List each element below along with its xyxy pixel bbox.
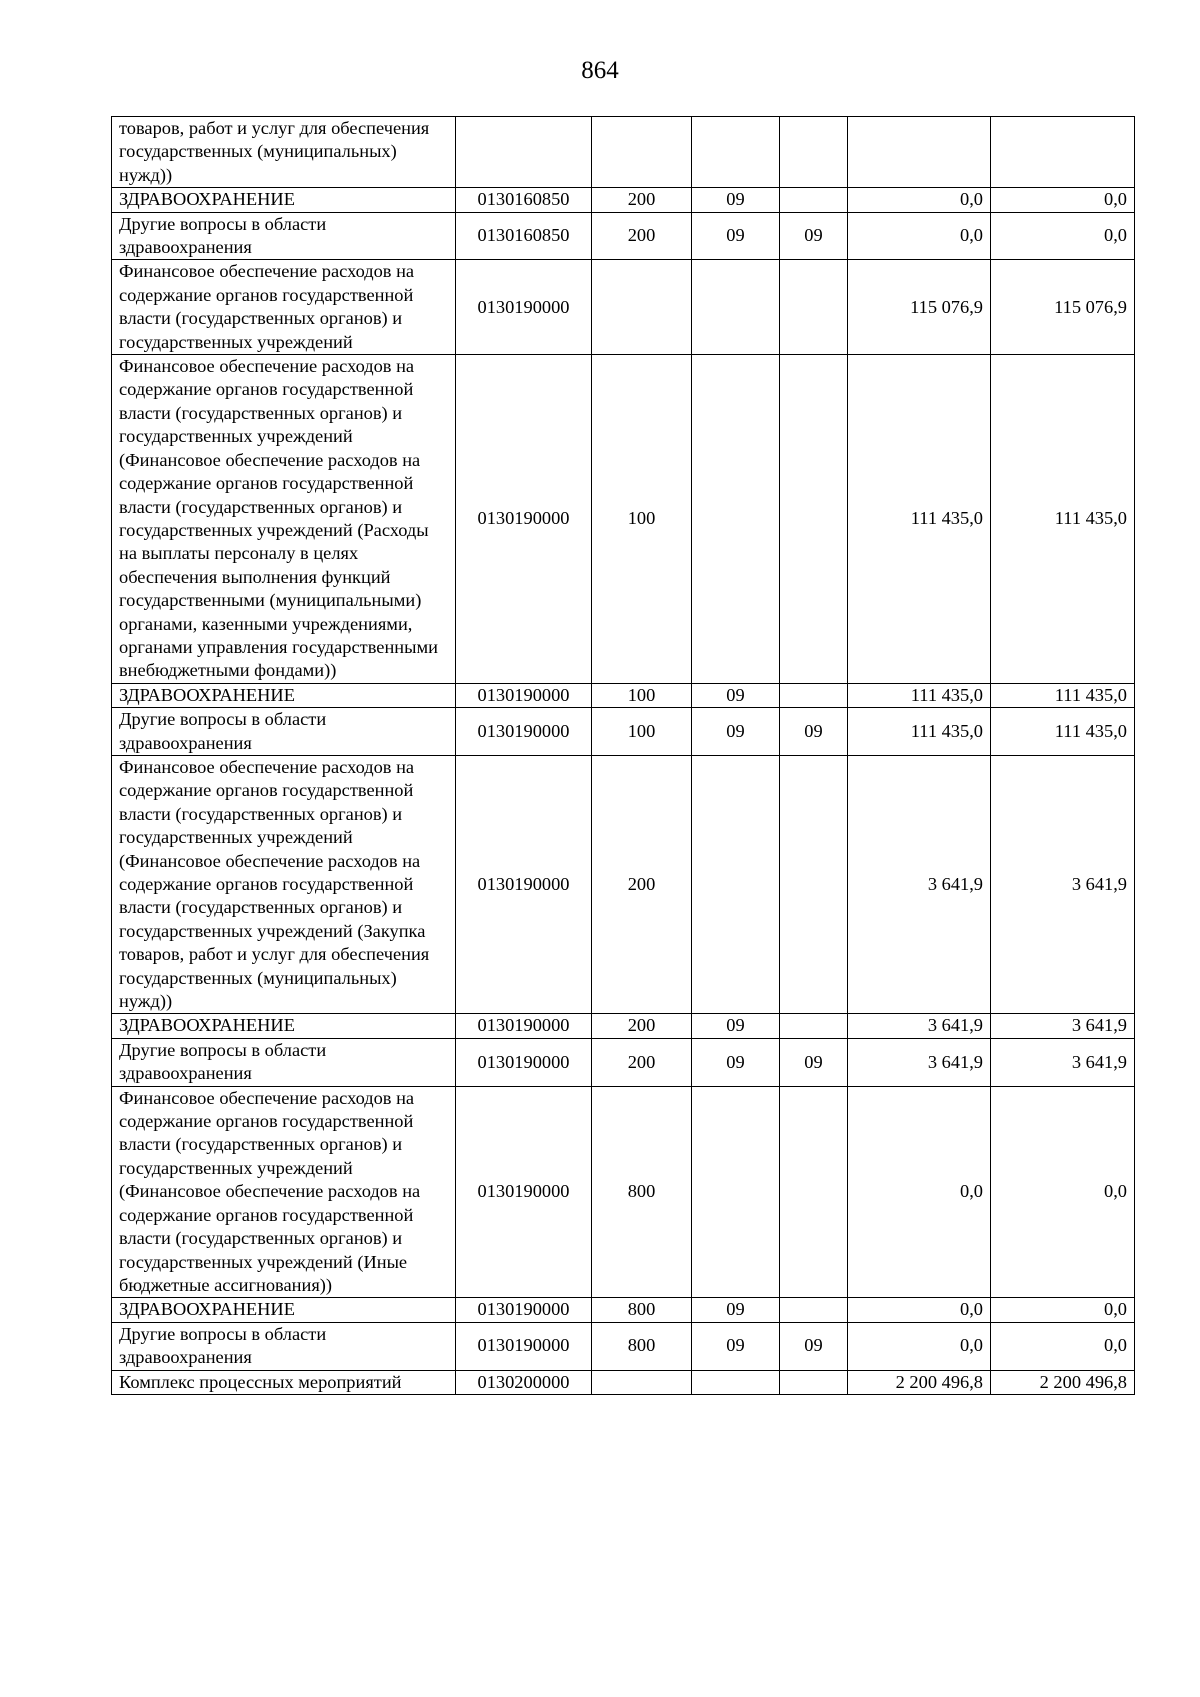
target-code-cell: 0130160850 bbox=[456, 212, 592, 260]
budget-table bbox=[111, 116, 1135, 1395]
subsection-code-cell: 09 bbox=[780, 212, 848, 260]
amount-year-2-cell: 111 435,0 bbox=[991, 683, 1135, 707]
subsection-code-cell bbox=[780, 1370, 848, 1394]
table-row bbox=[112, 683, 1135, 707]
expense-type-cell: 100 bbox=[592, 708, 692, 756]
item-name-cell: Другие вопросы в области здравоохранения bbox=[112, 1322, 456, 1370]
amount-year-1-cell: 0,0 bbox=[848, 188, 991, 212]
subsection-code-cell bbox=[780, 1014, 848, 1038]
item-name-cell: ЗДРАВООХРАНЕНИЕ bbox=[112, 1298, 456, 1322]
target-code-cell: 0130190000 bbox=[456, 1038, 592, 1086]
target-code-cell: 0130190000 bbox=[456, 1322, 592, 1370]
section-code-cell: 09 bbox=[692, 683, 780, 707]
subsection-code-cell bbox=[780, 755, 848, 1013]
amount-year-1-cell: 111 435,0 bbox=[848, 355, 991, 684]
expense-type-cell: 200 bbox=[592, 1038, 692, 1086]
table-row bbox=[112, 1298, 1135, 1322]
expense-type-cell bbox=[592, 1370, 692, 1394]
subsection-code-cell: 09 bbox=[780, 1322, 848, 1370]
table-row bbox=[112, 1322, 1135, 1370]
table-row bbox=[112, 755, 1135, 1013]
amount-year-2-cell: 111 435,0 bbox=[991, 708, 1135, 756]
amount-year-2-cell: 3 641,9 bbox=[991, 755, 1135, 1013]
table-row bbox=[112, 355, 1135, 684]
section-code-cell: 09 bbox=[692, 188, 780, 212]
expense-type-cell: 200 bbox=[592, 1014, 692, 1038]
amount-year-1-cell: 3 641,9 bbox=[848, 1014, 991, 1038]
amount-year-1-cell: 2 200 496,8 bbox=[848, 1370, 991, 1394]
section-code-cell: 09 bbox=[692, 708, 780, 756]
subsection-code-cell bbox=[780, 355, 848, 684]
table-row bbox=[112, 117, 1135, 188]
subsection-code-cell: 09 bbox=[780, 708, 848, 756]
amount-year-2-cell: 0,0 bbox=[991, 1298, 1135, 1322]
subsection-code-cell bbox=[780, 1086, 848, 1298]
item-name-cell: ЗДРАВООХРАНЕНИЕ bbox=[112, 188, 456, 212]
item-name-cell: Финансовое обеспечение расходов на содержание органов государственной власти (государственных органов) и государственных учреждений bbox=[112, 260, 456, 355]
item-name-cell: Финансовое обеспечение расходов на содержание органов государственной власти (государственных органов) и государственных учреждений (Финансовое обеспечение расходов на содержание органов государственной власти (государственных органов) и государственных учреждений (Закупка товаров, работ и услуг для обеспечения государственных (муниципальных) нужд)) bbox=[112, 755, 456, 1013]
section-code-cell: 09 bbox=[692, 212, 780, 260]
amount-year-1-cell: 111 435,0 bbox=[848, 708, 991, 756]
item-name-cell: ЗДРАВООХРАНЕНИЕ bbox=[112, 683, 456, 707]
section-code-cell bbox=[692, 117, 780, 188]
table-row bbox=[112, 260, 1135, 355]
subsection-code-cell bbox=[780, 1298, 848, 1322]
expense-type-cell: 200 bbox=[592, 212, 692, 260]
expense-type-cell: 200 bbox=[592, 188, 692, 212]
section-code-cell bbox=[692, 755, 780, 1013]
expense-type-cell: 800 bbox=[592, 1298, 692, 1322]
expense-type-cell bbox=[592, 117, 692, 188]
item-name-cell: Финансовое обеспечение расходов на содержание органов государственной власти (государственных органов) и государственных учреждений (Финансовое обеспечение расходов на содержание органов государственной власти (государственных органов) и государственных учреждений (Иные бюджетные ассигнования)) bbox=[112, 1086, 456, 1298]
amount-year-2-cell: 3 641,9 bbox=[991, 1038, 1135, 1086]
target-code-cell: 0130190000 bbox=[456, 355, 592, 684]
subsection-code-cell bbox=[780, 188, 848, 212]
item-name-cell: Финансовое обеспечение расходов на содержание органов государственной власти (государственных органов) и государственных учреждений (Финансовое обеспечение расходов на содержание органов государственной власти (государственных органов) и государственных учреждений (Расходы на выплаты персоналу в целях обеспечения выполнения функций государственными (муниципальными) органами, казенными учреждениями, органами управления государственными внебюджетными фондами)) bbox=[112, 355, 456, 684]
subsection-code-cell bbox=[780, 683, 848, 707]
amount-year-1-cell: 3 641,9 bbox=[848, 1038, 991, 1086]
target-code-cell: 0130190000 bbox=[456, 260, 592, 355]
amount-year-1-cell bbox=[848, 117, 991, 188]
target-code-cell: 0130190000 bbox=[456, 1298, 592, 1322]
item-name-cell: ЗДРАВООХРАНЕНИЕ bbox=[112, 1014, 456, 1038]
amount-year-2-cell: 0,0 bbox=[991, 1322, 1135, 1370]
item-name-cell: Другие вопросы в области здравоохранения bbox=[112, 708, 456, 756]
item-name-cell: Другие вопросы в области здравоохранения bbox=[112, 212, 456, 260]
table-row bbox=[112, 188, 1135, 212]
target-code-cell: 0130200000 bbox=[456, 1370, 592, 1394]
amount-year-2-cell: 0,0 bbox=[991, 1086, 1135, 1298]
subsection-code-cell bbox=[780, 117, 848, 188]
expense-type-cell: 200 bbox=[592, 755, 692, 1013]
item-name-cell: товаров, работ и услуг для обеспечения государственных (муниципальных) нужд)) bbox=[112, 117, 456, 188]
target-code-cell: 0130190000 bbox=[456, 683, 592, 707]
target-code-cell: 0130190000 bbox=[456, 755, 592, 1013]
item-name-cell: Другие вопросы в области здравоохранения bbox=[112, 1038, 456, 1086]
amount-year-1-cell: 0,0 bbox=[848, 1322, 991, 1370]
subsection-code-cell bbox=[780, 260, 848, 355]
section-code-cell: 09 bbox=[692, 1322, 780, 1370]
amount-year-2-cell: 115 076,9 bbox=[991, 260, 1135, 355]
target-code-cell: 0130160850 bbox=[456, 188, 592, 212]
amount-year-2-cell: 111 435,0 bbox=[991, 355, 1135, 684]
section-code-cell: 09 bbox=[692, 1298, 780, 1322]
amount-year-2-cell: 0,0 bbox=[991, 188, 1135, 212]
page-number: 864 bbox=[581, 57, 619, 84]
section-code-cell: 09 bbox=[692, 1014, 780, 1038]
table-row bbox=[112, 212, 1135, 260]
expense-type-cell: 100 bbox=[592, 683, 692, 707]
section-code-cell: 09 bbox=[692, 1038, 780, 1086]
amount-year-1-cell: 0,0 bbox=[848, 1086, 991, 1298]
table-row bbox=[112, 708, 1135, 756]
subsection-code-cell: 09 bbox=[780, 1038, 848, 1086]
item-name-cell: Комплекс процессных мероприятий bbox=[112, 1370, 456, 1394]
amount-year-2-cell: 2 200 496,8 bbox=[991, 1370, 1135, 1394]
expense-type-cell: 800 bbox=[592, 1322, 692, 1370]
table-body bbox=[112, 117, 1135, 1395]
amount-year-1-cell: 0,0 bbox=[848, 212, 991, 260]
amount-year-1-cell: 3 641,9 bbox=[848, 755, 991, 1013]
section-code-cell bbox=[692, 260, 780, 355]
expense-type-cell: 100 bbox=[592, 355, 692, 684]
amount-year-2-cell bbox=[991, 117, 1135, 188]
section-code-cell bbox=[692, 355, 780, 684]
table-row bbox=[112, 1014, 1135, 1038]
target-code-cell: 0130190000 bbox=[456, 1086, 592, 1298]
amount-year-1-cell: 115 076,9 bbox=[848, 260, 991, 355]
table-row bbox=[112, 1086, 1135, 1298]
amount-year-1-cell: 0,0 bbox=[848, 1298, 991, 1322]
amount-year-1-cell: 111 435,0 bbox=[848, 683, 991, 707]
section-code-cell bbox=[692, 1370, 780, 1394]
target-code-cell: 0130190000 bbox=[456, 708, 592, 756]
target-code-cell bbox=[456, 117, 592, 188]
section-code-cell bbox=[692, 1086, 780, 1298]
expense-type-cell bbox=[592, 260, 692, 355]
target-code-cell: 0130190000 bbox=[456, 1014, 592, 1038]
amount-year-2-cell: 0,0 bbox=[991, 212, 1135, 260]
table-row bbox=[112, 1038, 1135, 1086]
expense-type-cell: 800 bbox=[592, 1086, 692, 1298]
table-row bbox=[112, 1370, 1135, 1394]
amount-year-2-cell: 3 641,9 bbox=[991, 1014, 1135, 1038]
